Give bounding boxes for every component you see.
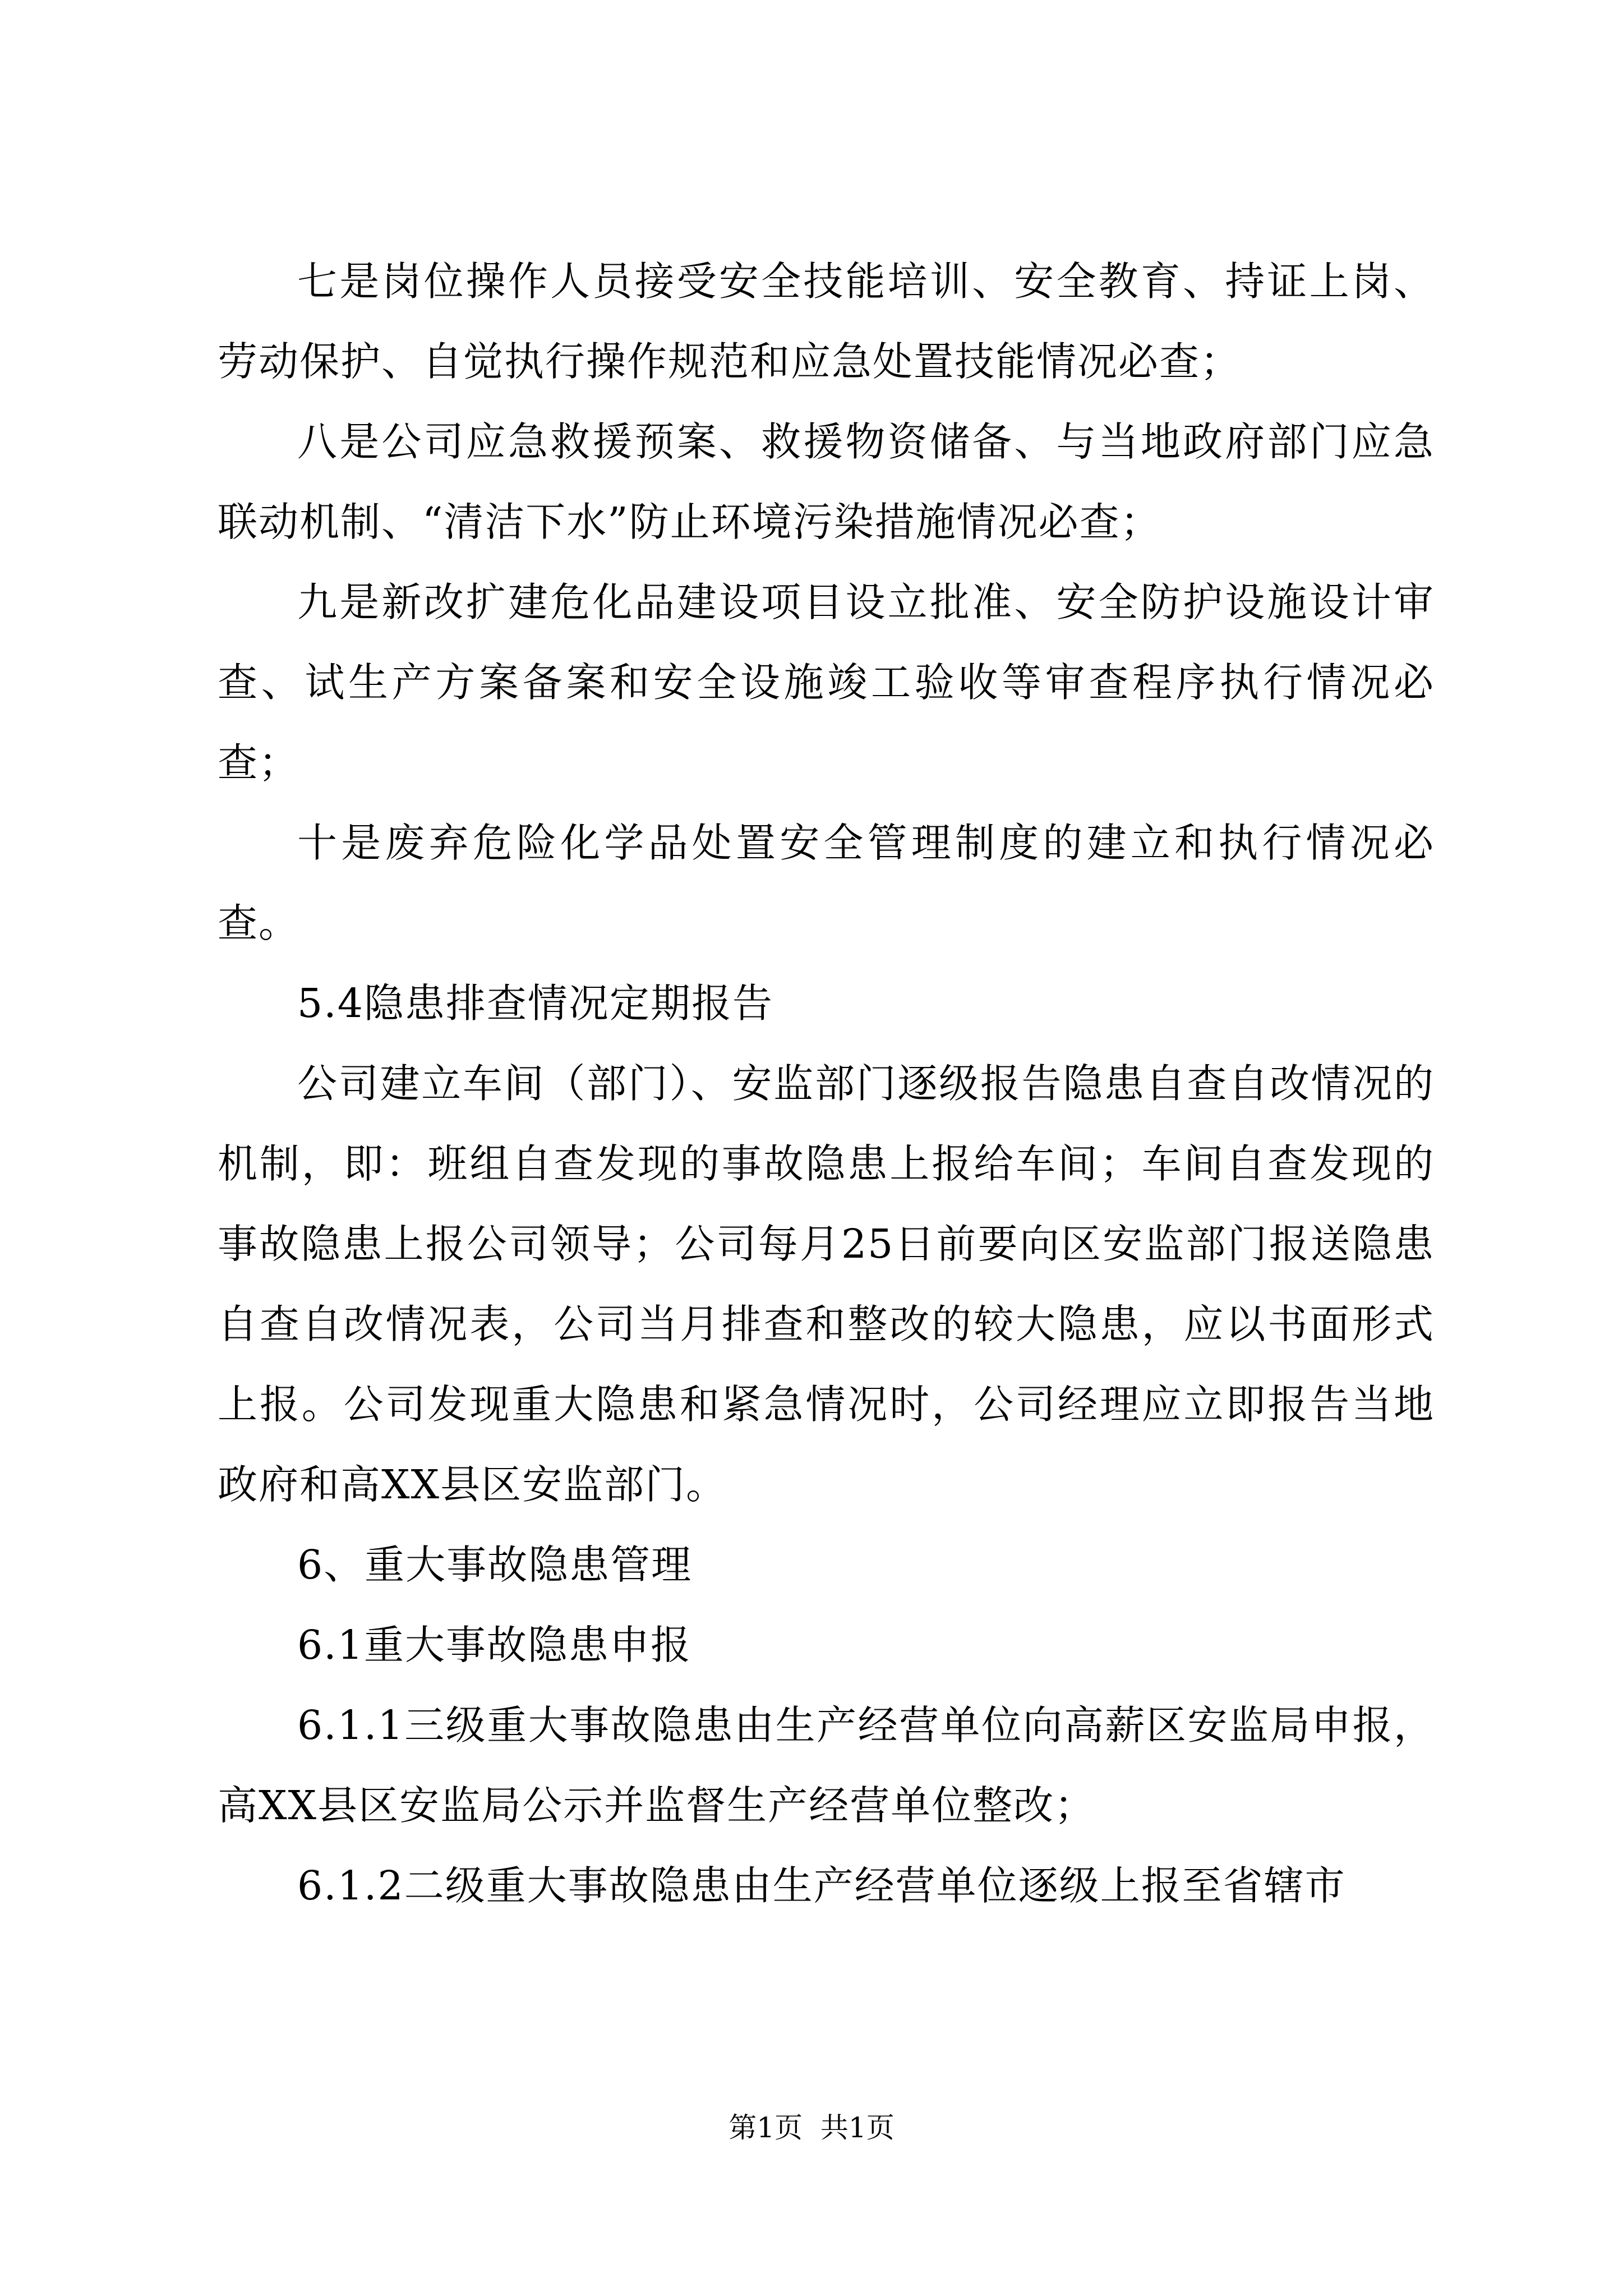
paragraph-check-item-10: 十是废弃危险化学品处置安全管理制度的建立和执行情况必查。 — [218, 820, 1435, 946]
document-body — [218, 241, 1435, 1926]
section-heading-6-1: 6.1重大事故隐患申报 — [297, 1622, 691, 1668]
paragraph-check-item-9: 九是新改扩建危化品建设项目设立批准、安全防护设施设计审查、试生产方案备案和安全设施竣工验收等审查程序执行情况必查； — [218, 579, 1435, 786]
section-heading-6: 6、重大事故隐患管理 — [297, 1542, 693, 1588]
paragraph-check-item-8: 八是公司应急救援预案、救援物资储备、与当地政府部门应急联动机制、“清洁下水”防止环境污染措施情况必查； — [218, 418, 1435, 545]
paragraph-6-1-1: 6.1.1三级重大事故隐患由生产经营单位向高薪区安监局申报，高XX县区安监局公示并监督生产经营单位整改； — [218, 1702, 1435, 1829]
section-heading-5-4: 5.4隐患排查情况定期报告 — [297, 980, 773, 1027]
paragraph-6-1-2: 6.1.2二级重大事故隐患由生产经营单位逐级上报至省辖市 — [297, 1862, 1346, 1909]
paragraph-report-mechanism: 公司建立车间（部门）、安监部门逐级报告隐患自查自改情况的机制，即：班组自查发现的事故隐患上报给车间；车间自查发现的事故隐患上报公司领导；公司每月25日前要向区安监部门报送隐患自查自改情况表，公司当月排查和整改的较大隐患，应以书面形式上报。公司发现重大隐患和紧急情况时，公司经理应立即报告当地政府和高XX县区安监部门。 — [218, 1060, 1435, 1508]
page-number-label: 第1页 共1页 — [728, 2111, 895, 2144]
page-footer — [0, 2108, 1623, 2147]
paragraph-check-item-7: 七是岗位操作人员接受安全技能培训、安全教育、持证上岗、劳动保护、自觉执行操作规范和应急处置技能情况必查； — [218, 258, 1435, 385]
